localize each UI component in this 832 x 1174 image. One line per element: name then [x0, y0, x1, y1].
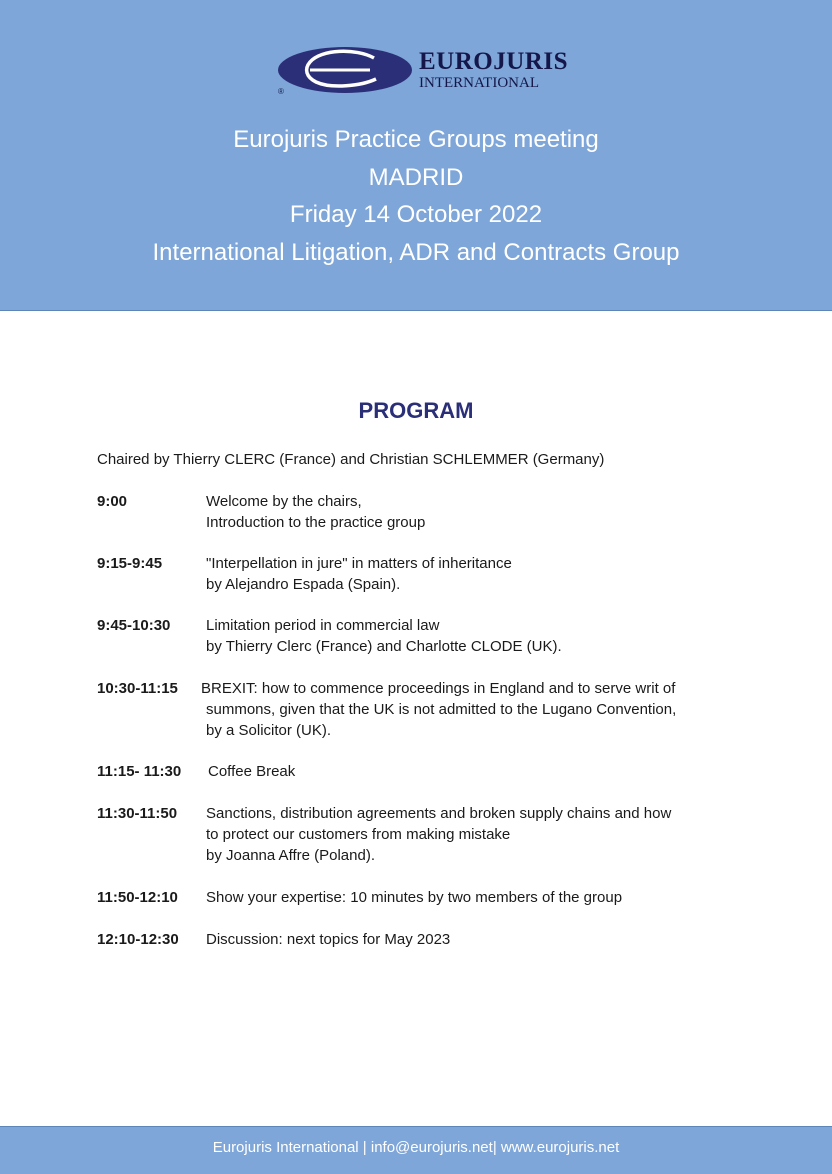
program-item-line: Introduction to the practice group: [206, 514, 426, 531]
program-item-line: "Interpellation in jure" in matters of inheritance: [206, 555, 512, 572]
logo-name-line2: INTERNATIONAL: [419, 75, 539, 91]
program-title: PROGRAM: [358, 398, 474, 423]
program-item-line: by Joanna Affre (Poland).: [206, 847, 375, 864]
logo-name-line1: EUROJURIS: [419, 48, 568, 75]
program-item-time: 11:15- 11:30: [97, 763, 182, 780]
eurojuris-logo: [276, 44, 566, 96]
program-item-line: Show your expertise: 10 minutes by two members of the group: [206, 889, 623, 906]
program-item-time: 9:15-9:45: [97, 555, 163, 572]
program-item-time: 9:45-10:30: [97, 617, 171, 634]
meeting-date: Friday 14 October 2022: [289, 201, 543, 228]
program-item-line: to protect our customers from making mistake: [206, 826, 511, 843]
registered-mark: ®: [278, 87, 284, 96]
logo-ellipse-icon: [276, 44, 416, 96]
program-item-line: summons, given that the UK is not admitted to the Lugano Convention,: [206, 701, 677, 718]
footer-banner: [0, 1126, 832, 1174]
program-item-time: 11:50-12:10: [97, 889, 178, 906]
meeting-title: Eurojuris Practice Groups meeting: [233, 126, 599, 153]
program-item-line: Sanctions, distribution agreements and broken supply chains and how: [206, 805, 672, 822]
meeting-city: MADRID: [368, 164, 464, 191]
program-item-line: Discussion: next topics for May 2023: [206, 931, 451, 948]
program-item-line: Coffee Break: [208, 763, 296, 780]
program-item-line: by Thierry Clerc (France) and Charlotte CLODE (UK).: [206, 638, 562, 655]
footer-contact: Eurojuris International | info@eurojuris.net| www.eurojuris.net: [212, 1139, 620, 1156]
program-item-line: Welcome by the chairs,: [206, 493, 362, 510]
program-item-line: BREXIT: how to commence proceedings in England and to serve writ of: [201, 680, 676, 697]
header-banner: [0, 0, 832, 311]
program-item-line: by a Solicitor (UK).: [206, 722, 332, 739]
program-item-line: Limitation period in commercial law: [206, 617, 440, 634]
meeting-group: International Litigation, ADR and Contracts Group: [152, 239, 680, 266]
program-item-time: 10:30-11:15: [97, 680, 178, 697]
program-item-line: by Alejandro Espada (Spain).: [206, 576, 401, 593]
program-item-time: 9:00: [97, 493, 128, 510]
program-item-time: 11:30-11:50: [97, 805, 178, 822]
program-item-time: 12:10-12:30: [97, 931, 179, 948]
chaired-by: Chaired by Thierry CLERC (France) and Christian SCHLEMMER (Germany): [97, 451, 605, 468]
